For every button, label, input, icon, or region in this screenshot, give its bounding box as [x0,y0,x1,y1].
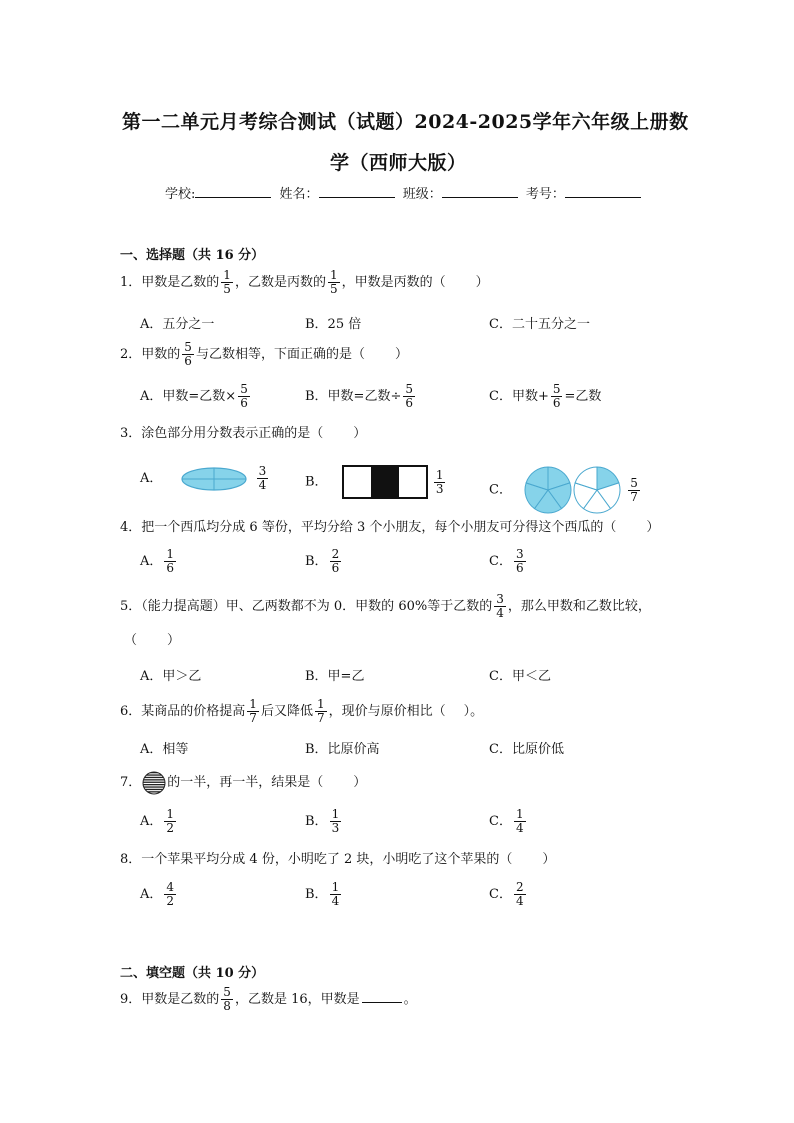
section-heading-choice: 一、选择题（共 16 分） [120,248,265,263]
question-text: 甲数的 [141,347,181,362]
option-7c[interactable] [489,808,528,835]
option-text: B． [305,887,328,902]
fraction [164,808,176,835]
question-number: 4． [120,520,142,535]
option-3b[interactable] [305,465,447,499]
option-text: C． [489,554,512,569]
question-text: ） [394,347,408,362]
shaded-pie-figure [524,465,622,515]
fraction [514,881,526,908]
option-text: C． [489,482,512,498]
question-text: ，乙数是 16，甲数是 [234,992,360,1007]
question-number: 7． [120,775,142,790]
school-label: 学校: [165,187,196,202]
numerator: 1 [249,697,257,711]
question-text: ）。 [463,704,484,719]
question-text: （能力提高题）甲、乙两数都不为 0．甲数的 60%等于乙数的 [141,599,493,614]
question-4 [120,513,659,543]
question-number: 2． [120,347,142,362]
denominator: 4 [331,894,340,908]
school-blank[interactable] [195,185,271,198]
number-label: 考号： [525,187,565,202]
numerator: 2 [515,880,524,894]
question-number: 3． [120,426,142,441]
numerator: 2 [331,547,340,561]
denominator: 3 [435,481,444,496]
numerator: 1 [329,268,338,282]
option-6b[interactable]: B．比原价高 [305,742,380,757]
denominator: 3 [331,821,340,835]
numerator: 5 [405,382,413,396]
question-number: 9． [120,992,142,1007]
numerator: 1 [435,467,444,482]
question-6 [120,697,483,727]
numerator: 5 [223,985,231,999]
fraction [330,548,342,575]
fraction [257,465,269,492]
question-7 [120,768,366,798]
fraction [238,383,250,410]
option-text: A． [140,471,163,486]
denominator: 2 [166,821,175,835]
option-text: =乙数 [564,389,602,404]
numerator: 5 [552,382,561,396]
numerator: 1 [515,807,524,821]
denominator: 6 [552,396,561,410]
question-text: 把一个西瓜均分成 6 等份，平均分给 3 个小朋友，每个小朋友可分得这个西瓜的（ [141,520,617,535]
option-4a[interactable] [140,548,178,575]
option-text: A． [140,814,163,829]
option-7b[interactable] [305,808,343,835]
option-4c[interactable] [489,548,528,575]
fraction [221,986,233,1013]
question-text: ） [542,852,556,867]
fraction [514,808,526,835]
option-1c[interactable]: C．二十五分之一 [489,317,590,332]
option-5a[interactable]: A．甲＞乙 [140,669,202,684]
denominator: 6 [331,561,340,575]
fraction [330,808,342,835]
question-8 [120,845,555,875]
name-blank[interactable] [319,185,395,198]
denominator: 6 [240,396,248,410]
fraction [164,881,176,908]
option-text: B．甲数=乙数÷ [305,389,402,404]
question-1 [120,268,489,298]
denominator: 4 [258,478,267,492]
option-8c[interactable] [489,881,528,908]
option-2b[interactable] [305,383,417,410]
option-text: C．甲数+ [489,389,549,404]
denominator: 6 [405,396,413,410]
page-title-line2: 学（西师大版） [330,152,467,174]
question-text: 。 [403,992,417,1007]
question-text: ） [646,520,660,535]
option-6c[interactable]: C．比原价低 [489,742,564,757]
denominator: 6 [515,561,524,575]
fraction [551,383,563,410]
question-number: 8． [120,852,142,867]
question-text: 某商品的价格提高 [141,704,246,719]
option-2a[interactable] [140,383,252,410]
option-text: C． [489,814,512,829]
option-8a[interactable] [140,881,178,908]
numerator: 3 [258,464,267,478]
numerator: 5 [630,475,638,490]
option-5c[interactable]: C．甲＜乙 [489,669,551,684]
question-text: 甲数是乙数的 [141,275,220,290]
option-8b[interactable] [305,881,343,908]
question-text: 的一半，再一半，结果是（ [167,775,324,790]
fraction [330,881,342,908]
denominator: 7 [249,711,257,725]
fraction [514,548,526,575]
student-info-line [165,183,645,202]
option-2c[interactable] [489,383,601,410]
numerator: 4 [166,880,175,894]
question-text: （ [124,633,138,648]
question-2 [120,340,408,370]
denominator: 6 [184,354,192,368]
question-text: ，那么甲数和乙数比较， [507,599,651,614]
denominator: 6 [166,561,175,575]
denominator: 5 [223,282,231,296]
denominator: 8 [223,999,231,1013]
numerator: 1 [316,697,325,711]
question-3 [120,419,366,449]
question-5-answer-line [124,626,180,656]
option-5b[interactable]: B．甲=乙 [305,669,365,684]
question-text: ，乙数是丙数的 [234,275,326,290]
numerator: 1 [223,268,231,282]
question-number: 5． [120,599,142,614]
numerator: 5 [240,382,248,396]
option-6a[interactable]: A．相等 [140,742,189,757]
question-text: 与乙数相等，下面正确的是（ [195,347,365,362]
numerator: 1 [166,807,175,821]
denominator: 5 [329,282,338,296]
fraction [628,477,640,504]
question-text: ） [353,426,367,441]
numerator: 3 [496,592,504,606]
option-3a[interactable] [140,465,270,492]
question-text: 一个苹果平均分成 4 份，小明吃了 2 块，小明吃了这个苹果的（ [141,852,513,867]
question-number: 1． [120,275,142,290]
question-text: 涂色部分用分数表示正确的是（ [141,426,324,441]
question-text: ） [353,775,367,790]
option-text: A． [140,887,163,902]
option-text: B． [305,814,328,829]
denominator: 7 [630,489,638,504]
numerator: 3 [515,547,524,561]
denominator: 7 [316,711,325,725]
denominator: 4 [515,821,524,835]
fraction [328,269,340,296]
fraction [182,341,194,368]
shaded-ellipse-figure [181,466,251,492]
question-5 [120,592,651,622]
option-text: C． [489,887,512,902]
option-text: B． [305,554,328,569]
answer-blank[interactable] [362,990,402,1003]
fraction [494,593,506,620]
number-blank[interactable] [565,185,641,198]
name-label: 姓名： [279,187,319,202]
striped-circle-icon [142,771,166,795]
fraction [164,548,176,575]
class-label: 班级： [402,187,442,202]
question-text: ） [475,275,489,290]
numerator: 5 [184,340,192,354]
fraction [403,383,415,410]
question-9 [120,985,417,1015]
shaded-bar-figure [342,465,428,499]
denominator: 4 [515,894,524,908]
fraction [247,698,259,725]
question-text: 甲数是乙数的 [141,992,220,1007]
denominator: 2 [166,894,175,908]
fraction [434,469,446,496]
option-1b[interactable]: B．25 倍 [305,317,362,332]
option-text: A．甲数=乙数× [140,389,237,404]
option-text: A． [140,554,163,569]
option-3c[interactable] [489,465,642,515]
numerator: 1 [331,880,340,894]
numerator: 1 [166,547,175,561]
denominator: 4 [496,606,504,620]
option-4b[interactable] [305,548,343,575]
question-text: ，甲数是丙数的（ [341,275,446,290]
page-title-line1: 第一二单元月考综合测试（试题）2024-2025学年六年级上册数 [122,111,689,133]
section-heading-fill: 二、填空题（共 10 分） [120,966,265,981]
numerator: 1 [331,807,340,821]
question-text: 后又降低 [260,704,313,719]
class-blank[interactable] [442,185,518,198]
fraction [315,698,327,725]
option-1a[interactable]: A．五分之一 [140,317,215,332]
question-number: 6． [120,704,142,719]
option-text: B． [305,474,328,490]
fraction [221,269,233,296]
question-text: ） [167,633,181,648]
question-text: ，现价与原价相比（ [328,704,446,719]
option-7a[interactable] [140,808,178,835]
